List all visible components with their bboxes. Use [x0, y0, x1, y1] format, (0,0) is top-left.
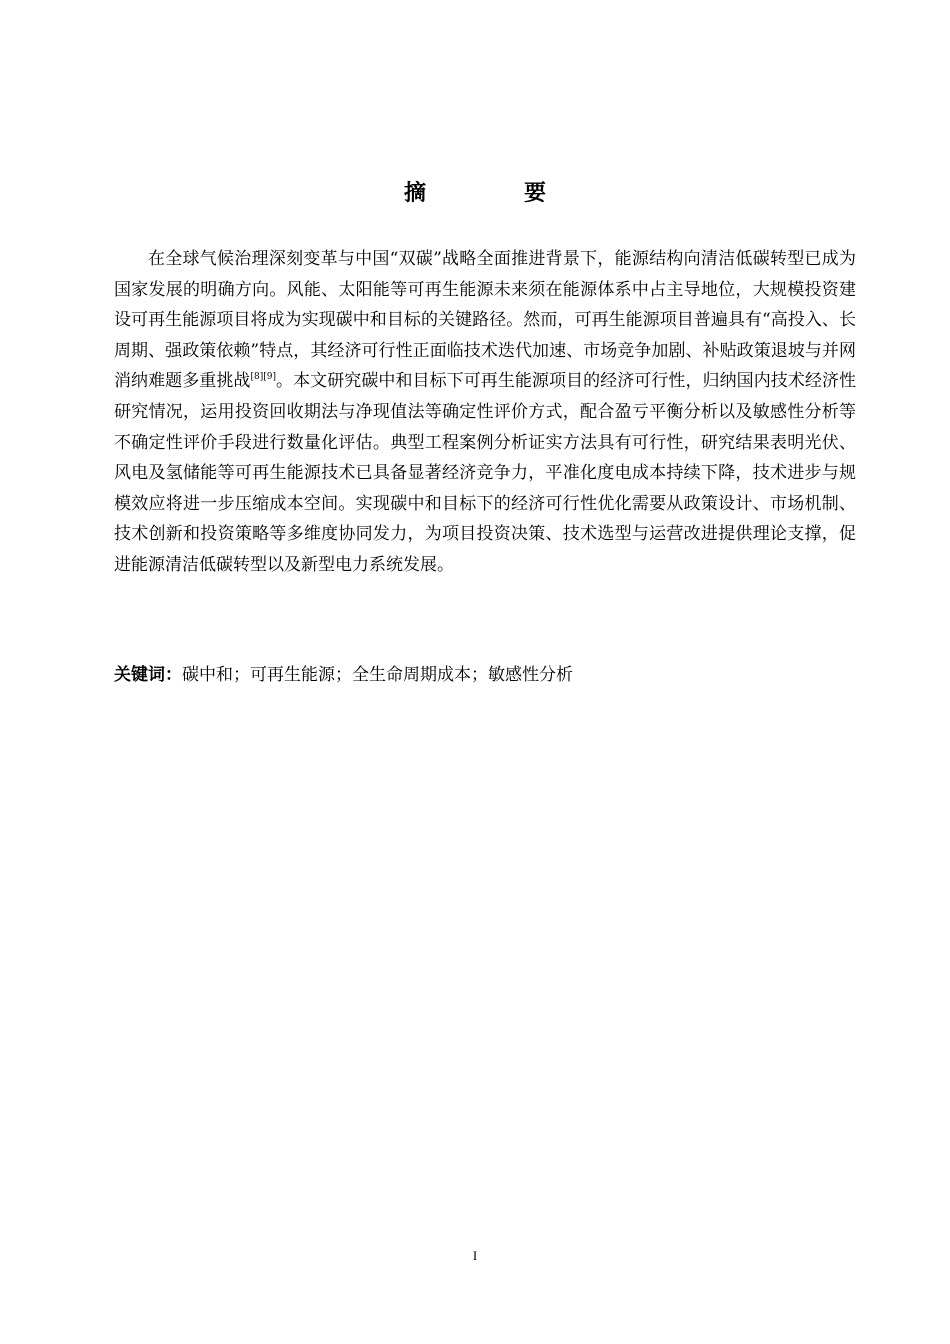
keywords-line — [114, 660, 856, 690]
keywords-text: 碳中和；可再生能源；全生命周期成本；敏感性分析 — [182, 665, 573, 685]
page-number: I — [472, 1248, 478, 1263]
abstract-body — [114, 244, 856, 581]
abstract-text-part1: 在全球气候治理深刻变革与中国“双碳”战略全面推进背景下，能源结构向清洁低碳转型已成为国家发展的明确方向。风能、太阳能等可再生能源未来须在能源体系中占主导地位，大规模投资建设可再生能源项目将成为实现碳中和目标的关键路径。然而，可再生能源项目普遍具有“高投入、长周期、强政策依赖”特点，其经济可行性正面临技术迭代加速、市场竞争加剧、补贴政策退坡与并网消纳难题多重挑战 — [114, 249, 856, 392]
abstract-text-part2: 。本文研究碳中和目标下可再生能源项目的经济可行性，归纳国内技术经济性研究情况，运用投资回收期法与净现值法等确定性评价方式，配合盈亏平衡分析以及敏感性分析等不确定性评价手段进行数量化评估。典型工程案例分析证实方法具有可行性，研究结果表明光伏、风电及氢储能等可再生能源技术已具备显著经济竞争力，平准化度电成本持续下降，技术进步与规模效应将进一步压缩成本空间。实现碳中和目标下的经济可行性优化需要从政策设计、市场机制、技术创新和投资策略等多维度协同发力，为项目投资决策、技术选型与运营改进提供理论支撑，促进能源清洁低碳转型以及新型电力系统发展。 — [114, 371, 857, 575]
keywords-label: 关键词： — [114, 665, 182, 685]
abstract-title: 摘 要 — [403, 181, 584, 206]
citation-reference: [8][9] — [250, 372, 276, 383]
